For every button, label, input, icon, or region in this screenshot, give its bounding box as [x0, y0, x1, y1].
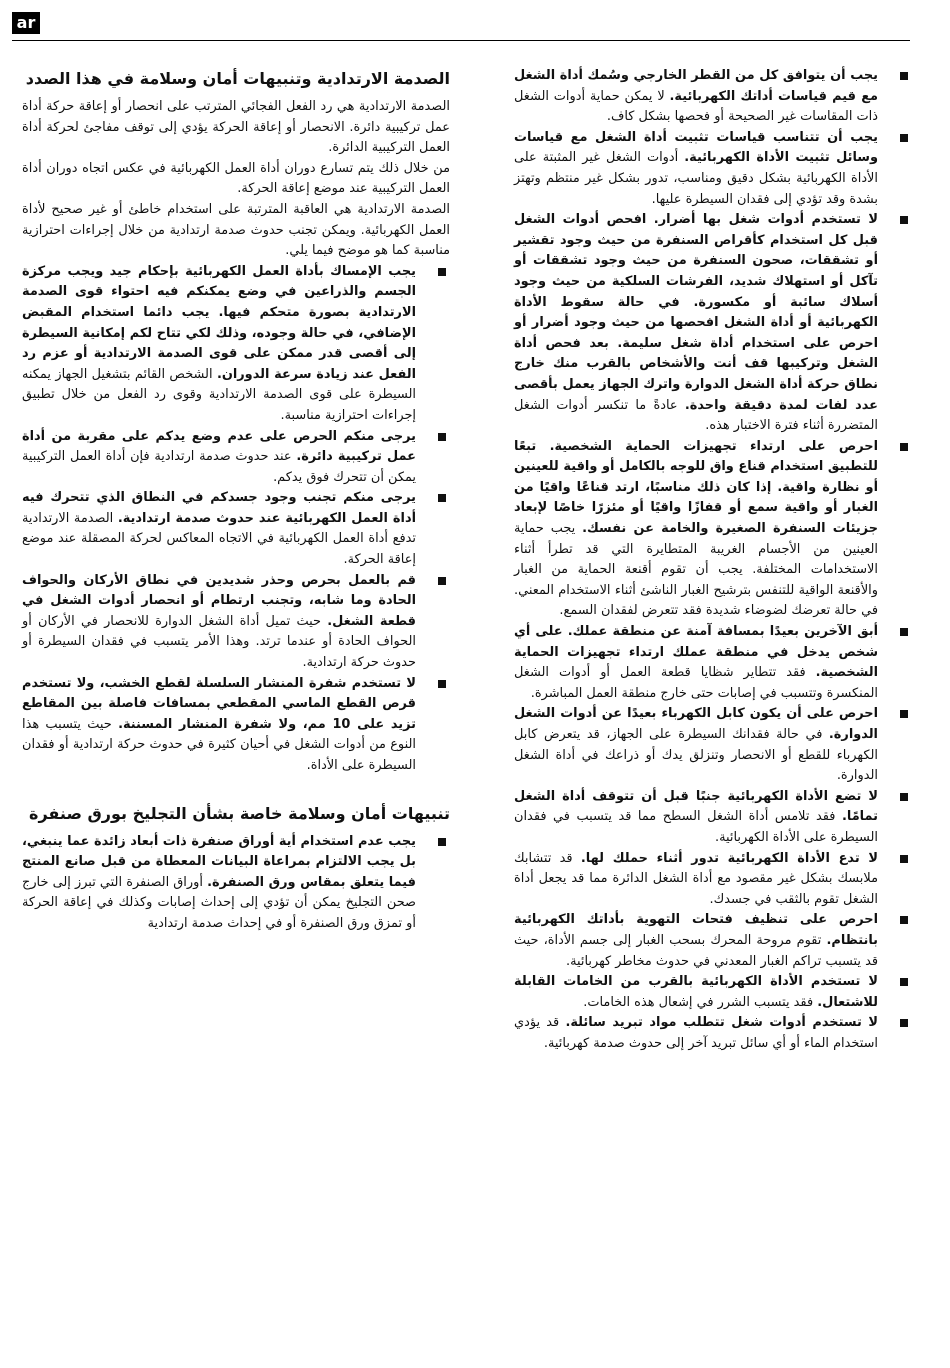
- list-item: [514, 704, 912, 786]
- list-item: [514, 622, 912, 704]
- list-item: [22, 262, 450, 427]
- bullet-bold-text: يرجى منكم تجنب وجود جسدكم في النطاق الذي تتحرك فيه أداة العمل الكهربائية عند حدوث صدمة ارتدادية.: [22, 490, 416, 526]
- bullet-bold-text: لا تدع الأداة الكهربائية تدور أثناء حملك لها.: [580, 850, 878, 866]
- bullet-bold-text: لا تضع الأداة الكهربائية جنبًا قبل أن تتوقف أداة الشغل تمامًا.: [514, 788, 878, 825]
- list-item: [22, 832, 450, 935]
- bullet-text: حيث تميل أداة الشغل الدوارة للانحصار في الأركان أو الحواف الحادة أو عندما ترتد. وهذا الأمر يتسبب في فقدان السيطرة أو حدوث حركة ارتدادية.: [22, 613, 416, 671]
- list-item: [22, 674, 450, 777]
- bullet-text: في حالة فقدانك السيطرة على الجهاز، قد يتعرض كابل الكهرباء للقطع أو الانحصار وتنزلق يدك أو ذراعك في أداة الشغل الدوارة.: [514, 727, 878, 784]
- bullet-text: أدوات الشغل غير المثبتة على الأداة الكهربائية بشكل دقيق ومناسب، تدور بشكل غير منتظم وتهتز بشدة وقد تؤدي إلى فقدان السيطرة عليها.: [514, 150, 878, 207]
- bullet-bold-text: يجب الإمساك بأداة العمل الكهربائية بإحكام جيد ويجب مركزة الجسم والذراعين في وضع يمكنكم فيه احتواء قوى الصدمة الارتدادية بصورة متحكم فيها. يجب دائما استخدام المقبض الإضافي، في حالة وجوده، وذلك لكي تتاح لكم إمكانية السيطرة إلى أقصى قدر ممكن على قوى الصدمة الارتدادية أو عزم رد الفعل عند زيادة سرعة الدوران.: [22, 263, 416, 382]
- list-item: [514, 787, 912, 849]
- bullet-text: الشخص القائم بتشغيل الجهاز يمكنه السيطرة على قوى الصدمة الارتدادية وقوى رد الفعل من خلال تطبيق إجراءات احترازية مناسبة.: [22, 366, 416, 423]
- two-column-layout: [22, 66, 912, 1055]
- left-column: [22, 66, 450, 1055]
- bullet-bold-text: أبق الآخرين بعيدًا بمسافة آمنة عن منطقة عملك. على أي شخص يدخل في منطقة عملك ارتداء تجهيزات الحماية الشخصية.: [514, 624, 878, 681]
- paragraph: الصدمة الارتدادية هي رد الفعل الفجائي المترتب على انحصار أو إعاقة حركة أداة عمل تركيبية دائرة. الانحصار أو إعاقة الحركة يؤدي إلى توقف مفاجئ لحركة أداة العمل التركيبية الدائرة.: [22, 99, 450, 156]
- bullet-text: قد تتشابك ملابسك بشكل غير مقصود مع أداة الشغل الدائرة مما قد يجعل أداة الشغل تقوم بالثقب في جسدك.: [514, 850, 878, 907]
- bullet-text: عند حدوث صدمة ارتدادية فإن أداة العمل التركيبية يمكن أن تتحرك فوق يدكم.: [22, 449, 416, 485]
- bullet-bold-text: احرص على تنظيف فتحات التهوية بأداتك الكهربائية بانتظام.: [514, 912, 878, 948]
- bullet-bold-text: يجب أن يتوافق كل من القطر الخارجي وسُمك أداة الشغل مع قيم قياسات أداتك الكهربائية.: [514, 68, 878, 104]
- safety-bullet-list: [514, 66, 912, 1055]
- list-item: [514, 128, 912, 210]
- bullet-text: يجب حماية العينين من الأجسام الغريبة المتطايرة التي قد تطرأ أثناء الاستخدامات المختلفة. يجب أن تقوم أقنعة الحماية من الغبار والأقنعة الواقية للتنفس بترشيح الغبار الناشئ أثناء الاستخدام المعني. في حالة تعرضك لضوضاء شديدة فقد تتعرض لفقدان السمع.: [514, 521, 878, 619]
- list-item: [22, 488, 450, 570]
- bullet-bold-text: لا تستخدم الأداة الكهربائية بالقرب من الخامات القابلة للاشتعال.: [514, 974, 878, 1010]
- bullet-bold-text: يرجى منكم الحرص على عدم وضع يدكم على مقربة من أداة عمل تركيبية دائرة.: [22, 428, 416, 465]
- kickback-bullet-list: [22, 262, 450, 777]
- bullet-bold-text: احرص على أن يكون كابل الكهرباء بعيدًا عن أدوات الشغل الدوارة.: [514, 706, 878, 742]
- list-item: [22, 427, 450, 489]
- right-column: [514, 66, 912, 1055]
- list-item: [514, 66, 912, 128]
- bullet-bold-text: لا تستخدم أدوات شغل بها أضرار. افحص أدوات الشغل قبل كل استخدام كأقراص السنفرة من حيث وجود تقشير أو تشققات، صحون السنفرة من حيث وجود تشققات أو تآكل أو استهلاك شديد، الفرشات السلكية من حيث وجود أسلاك سائبة أو مكسورة. في حالة سقوط الأداة الكهربائية أو أداة الشغل افحصها من حيث وجود أضرار أو احرص على استخدام أداة شغل سليمة. بعد فحص أداة الشغل وتركيبها قف أنت والأشخاص بالقرب منك خارج نطاق حركة أداة الشغل الدوارة واترك الجهاز يعمل بأقصى عدد لفات لمدة دقيقة واحدة.: [514, 212, 878, 413]
- bullet-text: قد يؤدي استخدام الماء أو أي سائل تبريد آخر إلى حدوث صدمة كهربائية.: [514, 1015, 878, 1051]
- list-item: [514, 1013, 912, 1054]
- bullet-text: فقد تتطاير شظايا قطعة العمل أو أدوات الشغل المنكسرة وتتسبب في إصابات حتى خارج منطقة العمل المباشرة.: [514, 665, 878, 701]
- bullet-text: لا يمكن حماية أدوات الشغل ذات المقاسات غير الصحيحة أو فحصها بشكل كاف.: [514, 88, 878, 125]
- list-item: [514, 972, 912, 1013]
- bullet-bold-text: لا تستخدم شفرة المنشار السلسلة لقطع الخشب، ولا تستخدم قرص القطع الماسي المقطعي بمسافات فاصلة بين المقاطع تزيد على 10 مم، ولا شفرة المنشار المسننة.: [22, 675, 416, 732]
- paragraph: الصدمة الارتدادية هي العاقبة المترتبة على استخدام خاطئ أو غير صحيح لأداة العمل الكهربائية. ويمكن تجنب حدوث صدمة ارتدادية من خلال إجراءات احترازية مناسبة كما هو موضح فيما يلي.: [22, 201, 450, 259]
- bullet-text: تقوم مروحة المحرك بسحب الغبار إلى جسم الأداة، حيث قد يتسبب تراكم الغبار المعدني في حدوث مخاطر كهربائية.: [514, 932, 878, 969]
- bullet-text: أوراق الصنفرة التي تبرز إلى خارج صحن التجليخ يمكن أن تؤدي إلى إحداث إصابات وكذلك في إعاقة الحركة أو تمزق ورق الصنفرة أو في إحداث صدمة ارتدادية: [22, 874, 416, 931]
- bullet-bold-text: يجب عدم استخدام أية أوراق صنفرة ذات أبعاد زائدة عما ينبغي، بل يجب الالتزام بمراعاة البيانات المعطاة من قبل صانع المنتج فيما يتعلق بمقاس ورق الصنفرة.: [22, 833, 416, 890]
- bullet-text: الصدمة الارتدادية تدفع أداة العمل الكهربائية في الاتجاه المعاكس لحركة المصقلة عند موضع إعاقة الحركة.: [22, 510, 416, 568]
- list-item: [514, 849, 912, 911]
- list-item: [514, 210, 912, 437]
- section-title-sanding: تنبيهات أمان وسلامة خاصة بشأن التجليخ بورق صنفرة: [29, 803, 450, 823]
- bullet-bold-text: يجب أن تتناسب قياسات تثبيت أداة الشغل مع قياسات وسائل تثبيت الأداة الكهربائية.: [514, 129, 878, 166]
- language-badge: ar: [12, 12, 40, 34]
- list-item: [514, 437, 912, 622]
- bullet-text: فقد يتسبب الشرر في إشعال هذه الخامات.: [583, 994, 814, 1010]
- bullet-text: فقد تلامس أداة الشغل السطح مما قد يتسبب في فقدان السيطرة على الأداة الكهربائية.: [514, 809, 878, 845]
- list-item: [514, 910, 912, 972]
- bullet-bold-text: لا تستخدم أدوات شغل تتطلب مواد تبريد سائلة.: [565, 1015, 878, 1031]
- kickback-intro: [22, 97, 450, 262]
- section-title-kickback: الصدمة الارتدادية وتنبيهات أمان وسلامة في هذا الصدد: [25, 69, 450, 88]
- bullet-text: حيث يتسبب هذا النوع من أدوات الشغل في أحيان كثيرة في حدوث حركة ارتدادية أو فقدان السيطرة على الأداة.: [22, 716, 416, 773]
- paragraph: من خلال ذلك يتم تسارع دوران أداة العمل الكهربائية في عكس اتجاه دوران أداة العمل التركيبية عند موضع إعاقة الحركة.: [22, 160, 450, 197]
- bullet-bold-text: احرص على ارتداء تجهيزات الحماية الشخصية. تبعًا للتطبيق استخدام قناع واق للوجه بالكامل أو واقية للعينين أو نظارة واقية. إذا كان ذلك مناسبًا، ارتد قناعًا واقيًا من الغبار أو واقية سمع أو قفازًا واقيًا أو مئزرًا خاصًا لإبعاد جزيئات السنفرة الصغيرة والخامة عن نفسك.: [514, 438, 878, 537]
- header-divider: [12, 40, 910, 41]
- list-item: [22, 571, 450, 674]
- sanding-bullet-list: [22, 832, 450, 935]
- bullet-bold-text: قم بالعمل بحرص وحذر شديدين في نطاق الأركان والحواف الحادة وما شابه، وتجنب ارتطام أو انحصار أدوات الشغل في قطعة الشغل.: [22, 572, 416, 629]
- bullet-text: عادةً ما تنكسر أدوات الشغل المتضررة أثناء فترة الاختبار هذه.: [514, 397, 878, 434]
